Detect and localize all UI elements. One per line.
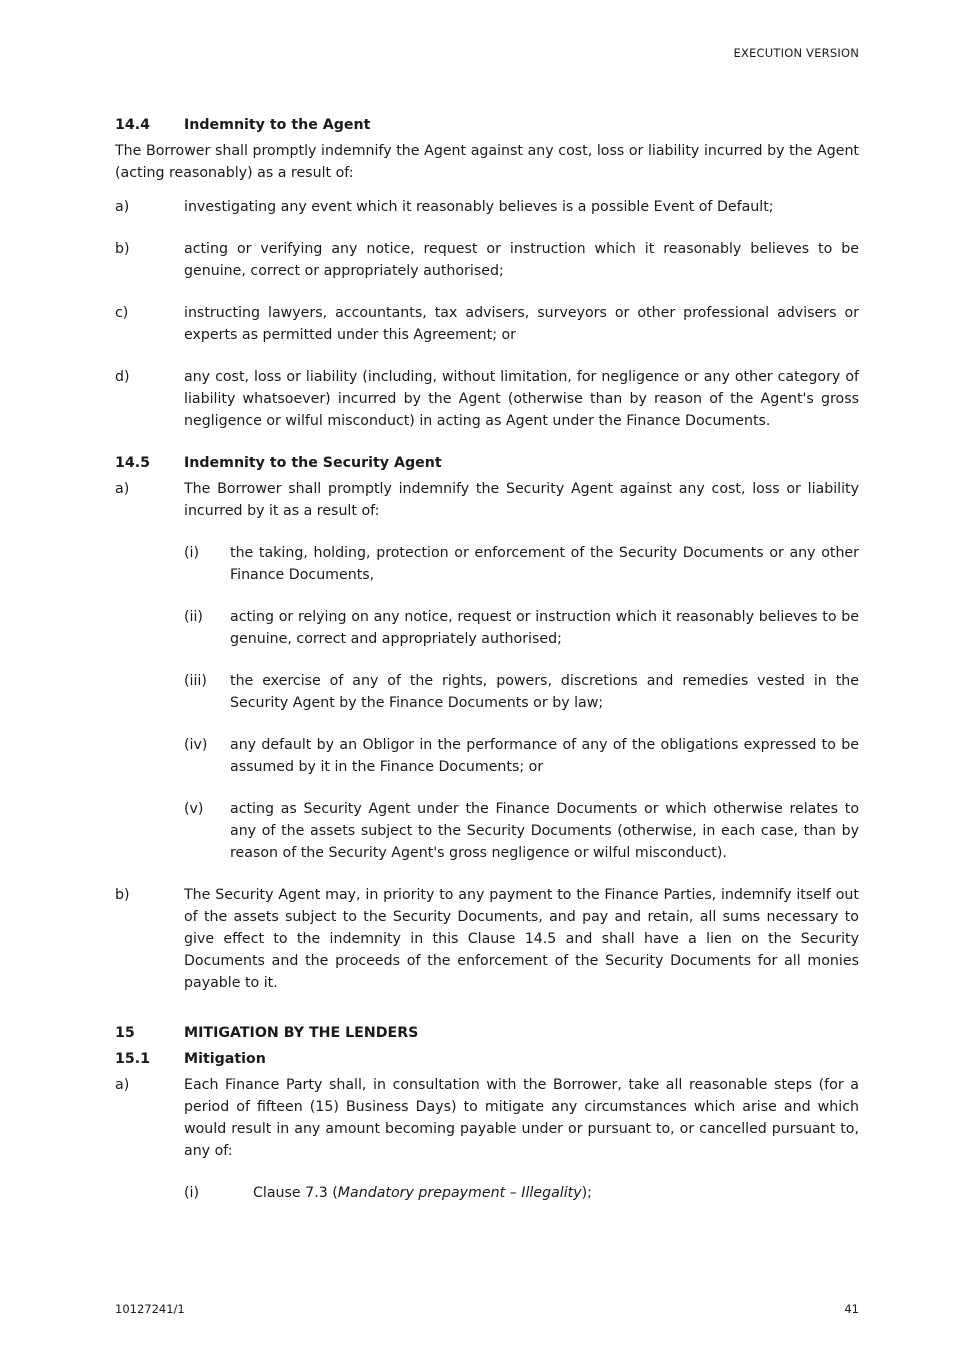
section-number: 15 bbox=[115, 1025, 135, 1041]
sub-item-text: acting as Security Agent under the Finance Documents or which otherwise relates to any of the assets subject to the Security Documents (otherwise, in each case, than by reason of the Security Agent's gross negligence or wilful misconduct). bbox=[230, 801, 859, 861]
list-item bbox=[115, 302, 859, 346]
sub-item-label: (ii) bbox=[184, 609, 203, 625]
clause-reference: Clause 7.3 ( bbox=[253, 1185, 338, 1201]
footer-doc-ref: 10127241/1 bbox=[115, 1302, 185, 1316]
section-14-5-heading bbox=[115, 452, 859, 474]
list-item bbox=[115, 1074, 859, 1162]
sub-list-item bbox=[184, 670, 859, 714]
section-number: 14.5 bbox=[115, 455, 151, 471]
section-15-1-heading bbox=[115, 1048, 859, 1070]
sub-item-label: (iv) bbox=[184, 737, 208, 753]
item-text: acting or verifying any notice, request or instruction which it reasonably believes to be genuine, correct or appropriately authorised; bbox=[184, 241, 859, 279]
document-body bbox=[115, 114, 859, 1204]
item-label: b) bbox=[115, 241, 130, 257]
clause-suffix: ); bbox=[581, 1185, 592, 1201]
section-title: Indemnity to the Security Agent bbox=[184, 455, 442, 471]
sub-item-label: (iii) bbox=[184, 673, 207, 689]
section-number: 15.1 bbox=[115, 1051, 151, 1067]
section-title: Indemnity to the Agent bbox=[184, 117, 371, 133]
item-label: a) bbox=[115, 199, 130, 215]
item-label: d) bbox=[115, 369, 130, 385]
section-14-4-heading bbox=[115, 114, 859, 136]
list-item bbox=[115, 884, 859, 994]
item-text: Each Finance Party shall, in consultation with the Borrower, take all reasonable steps (for a period of fifteen (15) Business Days) to mitigate any circumstances which arise and which would result in any amount becoming payable under or pursuant to, or cancelled pursuant to, any of: bbox=[184, 1077, 859, 1159]
sub-item-label: (i) bbox=[184, 1185, 200, 1201]
sub-item-label: (v) bbox=[184, 801, 204, 817]
sub-item-text: the exercise of any of the rights, powers, discretions and remedies vested in the Security Agent by the Finance Documents or by law; bbox=[230, 673, 859, 711]
header-version-label: EXECUTION VERSION bbox=[733, 46, 859, 60]
section-number: 14.4 bbox=[115, 117, 151, 133]
list-item bbox=[115, 366, 859, 432]
clause-title-italic: Mandatory prepayment – Illegality bbox=[337, 1185, 582, 1201]
sub-item-text bbox=[253, 1182, 859, 1204]
sub-item-text: the taking, holding, protection or enforcement of the Security Documents or any other Finance Documents, bbox=[230, 545, 859, 583]
section-15-heading bbox=[115, 1022, 859, 1044]
item-text: instructing lawyers, accountants, tax advisers, surveyors or other professional advisers or experts as permitted under this Agreement; or bbox=[184, 305, 859, 343]
item-text: The Borrower shall promptly indemnify the Security Agent against any cost, loss or liability incurred by it as a result of: bbox=[184, 481, 859, 519]
sub-list-item bbox=[184, 798, 859, 864]
list-item bbox=[115, 238, 859, 282]
sub-list-item bbox=[184, 542, 859, 586]
list-item bbox=[115, 478, 859, 522]
sub-list-item bbox=[184, 606, 859, 650]
sub-list-item bbox=[184, 734, 859, 778]
item-label: a) bbox=[115, 481, 130, 497]
footer-page-number: 41 bbox=[844, 1302, 859, 1316]
sub-item-label: (i) bbox=[184, 545, 200, 561]
item-label: c) bbox=[115, 305, 129, 321]
section-14-4-intro: The Borrower shall promptly indemnify the Agent against any cost, loss or liability incurred by the Agent (acting reasonably) as a result of: bbox=[115, 143, 859, 181]
item-text: The Security Agent may, in priority to any payment to the Finance Parties, indemnify itself out of the assets subject to the Security Documents, and pay and retain, all sums necessary to give effect to the indemnity in this Clause 14.5 and shall have a lien on the Security Documents and the proceeds of the enforcement of the Security Documents for all monies payable to it. bbox=[184, 887, 859, 991]
item-text: any cost, loss or liability (including, without limitation, for negligence or any other category of liability whatsoever) incurred by the Agent (otherwise than by reason of the Agent's gross negligence or wilful misconduct) in acting as Agent under the Finance Documents. bbox=[184, 369, 859, 429]
item-text: investigating any event which it reasonably believes is a possible Event of Default; bbox=[184, 199, 774, 215]
sub-list-item bbox=[184, 1182, 859, 1204]
sub-item-text: any default by an Obligor in the performance of any of the obligations expressed to be assumed by it in the Finance Documents; or bbox=[230, 737, 859, 775]
item-label: b) bbox=[115, 887, 130, 903]
item-label: a) bbox=[115, 1077, 130, 1093]
section-title: MITIGATION BY THE LENDERS bbox=[184, 1025, 419, 1041]
list-item bbox=[115, 196, 859, 218]
sub-item-text: acting or relying on any notice, request or instruction which it reasonably believes to be genuine, correct and appropriately authorised; bbox=[230, 609, 859, 647]
section-title: Mitigation bbox=[184, 1051, 266, 1067]
